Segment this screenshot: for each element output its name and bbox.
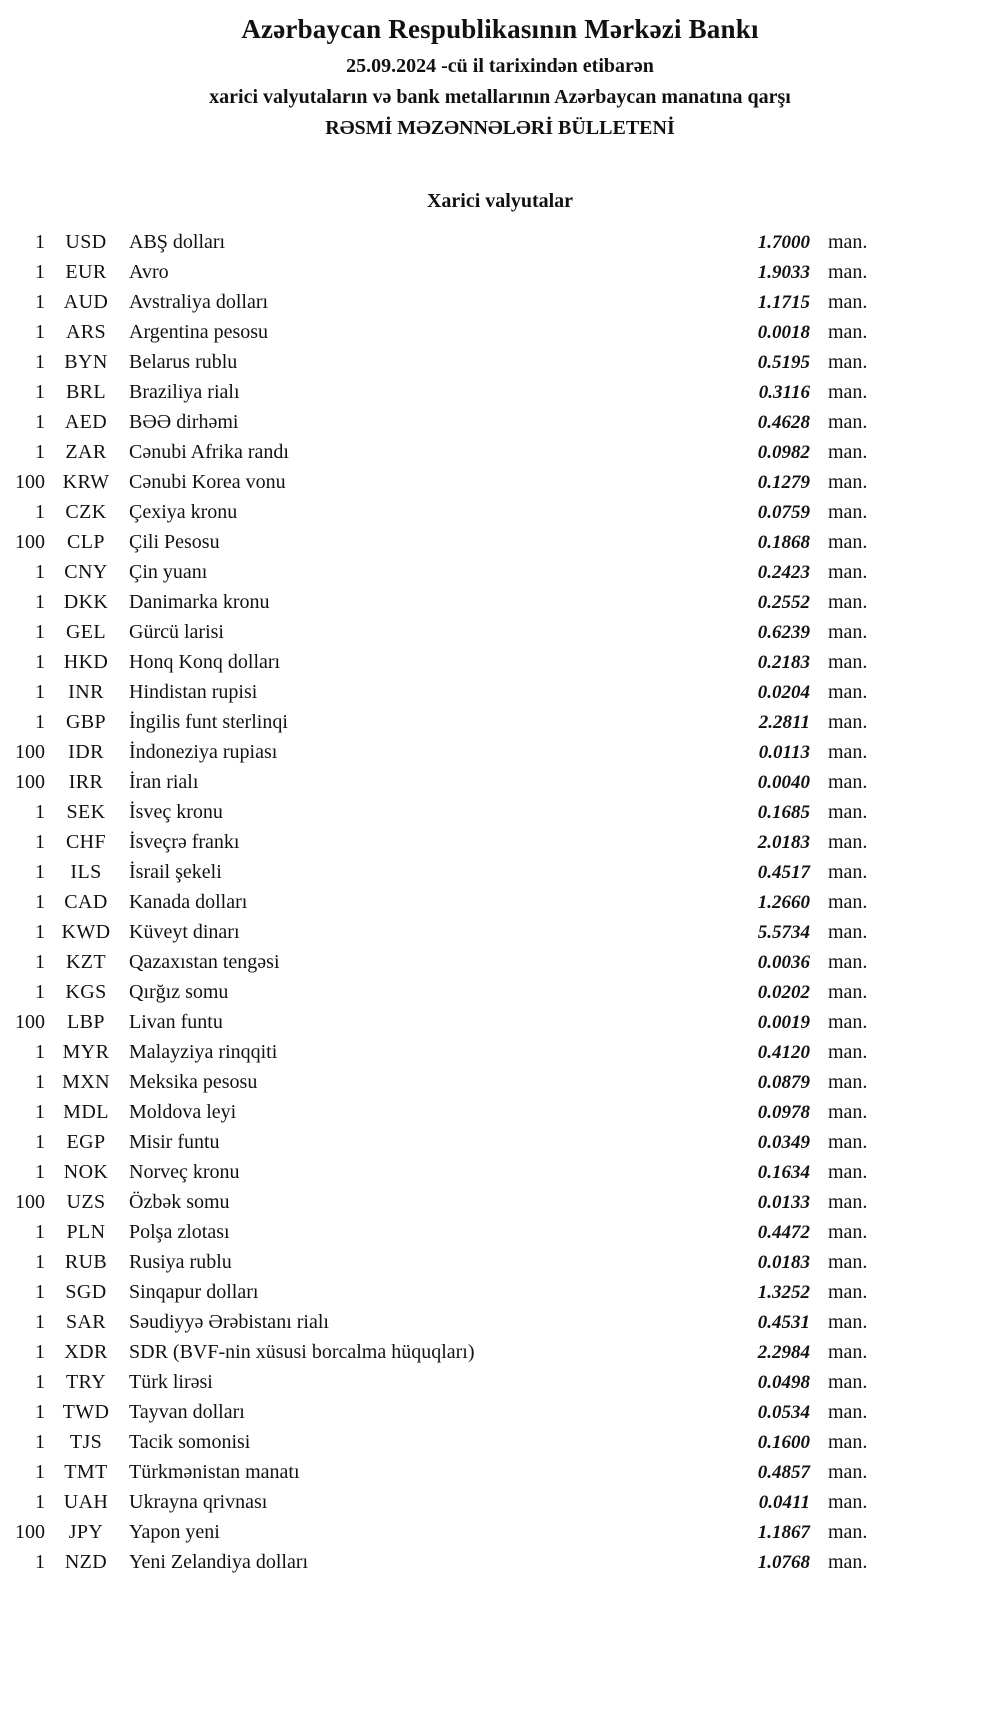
currency-quantity: 1	[35, 1041, 45, 1063]
currency-row	[0, 677, 1000, 707]
currency-quantity: 1	[35, 1131, 45, 1153]
currency-rate: 0.4628	[757, 412, 810, 433]
currency-rate: 0.0040	[757, 772, 810, 793]
currency-code: PLN	[66, 1221, 106, 1243]
currency-row	[0, 917, 1000, 947]
currency-code: NZD	[64, 1551, 108, 1573]
currency-row	[0, 437, 1000, 467]
currency-name: Malayziya rinqqiti	[129, 1041, 278, 1063]
currency-rate: 0.1685	[757, 802, 810, 823]
currency-code: CNY	[64, 561, 108, 583]
currency-rate: 0.0534	[757, 1402, 810, 1423]
currency-name: Yeni Zelandiya dolları	[129, 1551, 309, 1573]
currency-row	[0, 377, 1000, 407]
currency-row	[0, 1337, 1000, 1367]
currency-name: İsveç kronu	[129, 801, 223, 823]
currency-row	[0, 1097, 1000, 1127]
currency-name: Avstraliya dolları	[129, 291, 269, 313]
effective-date-line: 25.09.2024 -cü il tarixindən etibarən	[346, 55, 654, 77]
currency-unit-label: man.	[828, 741, 868, 763]
currency-code: CLP	[67, 531, 105, 553]
currency-code: SEK	[66, 801, 106, 823]
currency-unit-label: man.	[828, 531, 868, 553]
currency-quantity: 1	[35, 591, 45, 613]
currency-quantity: 1	[35, 1101, 45, 1123]
currency-name: Rusiya rublu	[129, 1251, 232, 1273]
currency-unit-label: man.	[828, 1011, 868, 1033]
currency-rate: 2.0183	[757, 832, 810, 853]
currency-unit-label: man.	[828, 1371, 868, 1393]
currency-quantity: 1	[35, 411, 45, 433]
currency-row	[0, 977, 1000, 1007]
currency-code: LBP	[67, 1011, 105, 1033]
currency-unit-label: man.	[828, 261, 868, 283]
currency-unit-label: man.	[828, 1311, 868, 1333]
currency-row	[0, 287, 1000, 317]
currency-row	[0, 857, 1000, 887]
currency-unit-label: man.	[828, 1071, 868, 1093]
currency-name: Tayvan dolları	[129, 1401, 245, 1423]
currency-quantity: 1	[35, 1371, 45, 1393]
currency-name: Çin yuanı	[129, 561, 208, 583]
currency-name: Qazaxıstan tengəsi	[129, 951, 280, 973]
currency-unit-label: man.	[828, 1401, 868, 1423]
currency-name: BƏƏ dirhəmi	[129, 411, 239, 433]
currency-rate: 0.0759	[757, 502, 810, 523]
currency-rate: 0.4531	[757, 1312, 810, 1333]
currency-unit-label: man.	[828, 291, 868, 313]
currency-unit-label: man.	[828, 351, 868, 373]
currency-quantity: 1	[35, 681, 45, 703]
currency-rate: 1.2660	[757, 892, 810, 913]
currency-rate: 0.0113	[758, 742, 810, 763]
currency-rate: 0.6239	[757, 622, 810, 643]
currency-unit-label: man.	[828, 1461, 868, 1483]
currency-name: Avro	[129, 261, 169, 283]
currency-row	[0, 737, 1000, 767]
subject-line: xarici valyutaların və bank metallarının Azərbaycan manatına qarşı	[209, 86, 791, 108]
currency-code: TWD	[62, 1401, 110, 1423]
currency-code: TMT	[64, 1461, 108, 1483]
currency-name: Çexiya kronu	[129, 501, 238, 523]
currency-quantity: 1	[35, 351, 45, 373]
currency-name: Belarus rublu	[129, 351, 238, 373]
currency-row	[0, 1127, 1000, 1157]
currency-quantity: 100	[15, 771, 45, 793]
currency-rate: 0.5195	[757, 352, 810, 373]
currency-rate: 0.0498	[757, 1372, 810, 1393]
currency-quantity: 100	[15, 741, 45, 763]
currency-name: Qırğız somu	[129, 981, 229, 1003]
currency-code: KGS	[65, 981, 107, 1003]
currency-row	[0, 467, 1000, 497]
currency-name: Polşa zlotası	[129, 1221, 230, 1243]
currency-unit-label: man.	[828, 591, 868, 613]
currency-name: Honq Konq dolları	[129, 651, 281, 673]
currency-rate: 0.2423	[757, 562, 810, 583]
currency-code: IRR	[68, 771, 104, 793]
currency-quantity: 1	[35, 921, 45, 943]
currency-quantity: 1	[35, 1461, 45, 1483]
currency-rate: 0.0349	[757, 1132, 810, 1153]
currency-rate: 0.4517	[757, 862, 810, 883]
currency-code: CHF	[65, 831, 107, 853]
currency-code: DKK	[63, 591, 109, 613]
currency-quantity: 1	[35, 1281, 45, 1303]
currency-unit-label: man.	[828, 981, 868, 1003]
currency-row	[0, 227, 1000, 257]
currency-code: MYR	[62, 1041, 110, 1063]
currency-rate: 0.0204	[757, 682, 810, 703]
currency-code: EGP	[66, 1131, 106, 1153]
currency-row	[0, 827, 1000, 857]
currency-code: KRW	[62, 471, 110, 493]
bank-title: Azərbaycan Respublikasının Mərkəzi Bankı	[241, 14, 759, 44]
currency-name: Misir funtu	[129, 1131, 220, 1153]
currency-name: Kanada dolları	[129, 891, 248, 913]
currency-unit-label: man.	[828, 831, 868, 853]
currency-quantity: 100	[15, 1011, 45, 1033]
currency-name: Argentina pesosu	[129, 321, 269, 343]
currency-rate: 1.7000	[757, 232, 810, 253]
currency-unit-label: man.	[828, 651, 868, 673]
currency-code: RUB	[64, 1251, 108, 1273]
currency-code: ARS	[65, 321, 107, 343]
currency-unit-label: man.	[828, 1161, 868, 1183]
currency-unit-label: man.	[828, 951, 868, 973]
bulletin-title: RƏSMİ MƏZƏNNƏLƏRİ BÜLLETENİ	[325, 117, 675, 139]
currency-quantity: 1	[35, 861, 45, 883]
currency-quantity: 1	[35, 951, 45, 973]
currency-unit-label: man.	[828, 1221, 868, 1243]
currency-unit-label: man.	[828, 1551, 868, 1573]
currency-unit-label: man.	[828, 321, 868, 343]
currency-unit-label: man.	[828, 771, 868, 793]
currency-code: USD	[65, 231, 107, 253]
currency-row	[0, 1217, 1000, 1247]
currency-name: Meksika pesosu	[129, 1071, 258, 1093]
currency-name: İndoneziya rupiası	[129, 741, 278, 763]
currency-unit-label: man.	[828, 711, 868, 733]
currency-name: İsveçrə frankı	[129, 831, 240, 853]
currency-unit-label: man.	[828, 801, 868, 823]
currency-name: Norveç kronu	[129, 1161, 240, 1183]
currency-name: Braziliya rialı	[129, 381, 240, 403]
currency-code: SGD	[65, 1281, 107, 1303]
currency-rate: 0.4472	[757, 1222, 810, 1243]
currency-code: MXN	[62, 1071, 110, 1093]
currency-rate: 0.0019	[757, 1012, 810, 1033]
currency-unit-label: man.	[828, 1341, 868, 1363]
currency-rate: 5.5734	[757, 922, 810, 943]
currency-code: HKD	[63, 651, 109, 673]
currency-quantity: 1	[35, 1221, 45, 1243]
currency-unit-label: man.	[828, 441, 868, 463]
currency-name: Sinqapur dolları	[129, 1281, 259, 1303]
currency-row	[0, 1517, 1000, 1547]
currency-quantity: 1	[35, 1251, 45, 1273]
currency-name: Tacik somonisi	[129, 1431, 251, 1453]
currency-code: CAD	[64, 891, 108, 913]
currency-unit-label: man.	[828, 471, 868, 493]
currency-rate: 0.0879	[757, 1072, 810, 1093]
currency-rate: 1.3252	[757, 1282, 810, 1303]
currency-code: MDL	[63, 1101, 109, 1123]
currency-unit-label: man.	[828, 1131, 868, 1153]
currency-quantity: 1	[35, 291, 45, 313]
currency-rate: 0.2552	[757, 592, 810, 613]
currency-unit-label: man.	[828, 681, 868, 703]
currency-quantity: 1	[35, 651, 45, 673]
currency-name: İngilis funt sterlinqi	[129, 711, 288, 733]
currency-quantity: 1	[35, 831, 45, 853]
currency-quantity: 1	[35, 261, 45, 283]
currency-unit-label: man.	[828, 231, 868, 253]
currency-rate: 0.3116	[758, 382, 810, 403]
currency-unit-label: man.	[828, 1431, 868, 1453]
currency-quantity: 100	[15, 471, 45, 493]
currency-rate: 0.1600	[757, 1432, 810, 1453]
currency-quantity: 1	[35, 441, 45, 463]
currency-quantity: 1	[35, 1341, 45, 1363]
currency-quantity: 1	[35, 1071, 45, 1093]
currency-unit-label: man.	[828, 381, 868, 403]
currency-quantity: 1	[35, 231, 45, 253]
currency-quantity: 100	[15, 1191, 45, 1213]
currency-code: BYN	[64, 351, 108, 373]
currency-rate: 1.1715	[757, 292, 810, 313]
currency-row	[0, 947, 1000, 977]
currency-code: GBP	[65, 711, 107, 733]
currency-name: Moldova leyi	[129, 1101, 237, 1123]
currency-rate: 2.2811	[758, 712, 810, 733]
currency-quantity: 1	[35, 321, 45, 343]
currency-quantity: 1	[35, 381, 45, 403]
currency-quantity: 1	[35, 561, 45, 583]
currency-unit-label: man.	[828, 891, 868, 913]
currency-name: Danimarka kronu	[129, 591, 270, 613]
currency-row	[0, 767, 1000, 797]
currency-code: XDR	[64, 1341, 108, 1363]
currency-unit-label: man.	[828, 621, 868, 643]
currency-row	[0, 797, 1000, 827]
currency-row	[0, 1427, 1000, 1457]
currency-quantity: 1	[35, 1491, 45, 1513]
currency-name: Cənubi Afrika randı	[129, 441, 289, 463]
currency-rate: 0.4120	[757, 1042, 810, 1063]
currency-row	[0, 1187, 1000, 1217]
currency-rate: 0.1634	[757, 1162, 810, 1183]
currency-name: Gürcü larisi	[129, 621, 224, 643]
currency-name: Hindistan rupisi	[129, 681, 258, 703]
currency-row	[0, 497, 1000, 527]
currency-name: Küveyt dinarı	[129, 921, 240, 943]
currency-rate: 0.0018	[757, 322, 810, 343]
currency-code: EUR	[65, 261, 107, 283]
currency-row	[0, 1397, 1000, 1427]
currency-row	[0, 317, 1000, 347]
currency-code: INR	[68, 681, 104, 703]
currency-quantity: 1	[35, 801, 45, 823]
currency-unit-label: man.	[828, 501, 868, 523]
currency-row	[0, 587, 1000, 617]
currency-unit-label: man.	[828, 1491, 868, 1513]
currency-row	[0, 1487, 1000, 1517]
currency-code: SAR	[65, 1311, 107, 1333]
currency-row	[0, 1067, 1000, 1097]
currency-rate: 0.1279	[757, 472, 810, 493]
currency-name: Çili Pesosu	[129, 531, 220, 553]
currency-rate: 0.0183	[757, 1252, 810, 1273]
currency-row	[0, 347, 1000, 377]
currency-unit-label: man.	[828, 1041, 868, 1063]
currency-unit-label: man.	[828, 1521, 868, 1543]
currency-quantity: 1	[35, 501, 45, 523]
currency-rate: 0.0036	[757, 952, 810, 973]
currency-name: Səudiyyə Ərəbistanı rialı	[129, 1311, 329, 1333]
currency-row	[0, 557, 1000, 587]
currency-code: BRL	[65, 381, 107, 403]
currency-quantity: 1	[35, 1311, 45, 1333]
currency-rate: 0.0133	[757, 1192, 810, 1213]
currency-rate: 0.2183	[757, 652, 810, 673]
currency-code: GEL	[65, 621, 107, 643]
currency-name: Türk lirəsi	[129, 1371, 213, 1393]
currency-name: Türkmənistan manatı	[129, 1461, 300, 1483]
currency-name: ABŞ dolları	[129, 231, 226, 253]
currency-row	[0, 617, 1000, 647]
section-title-foreign-currencies: Xarici valyutalar	[426, 190, 574, 212]
currency-rate: 0.0982	[757, 442, 810, 463]
currency-rate: 0.1868	[757, 532, 810, 553]
currency-row	[0, 1037, 1000, 1067]
currency-quantity: 1	[35, 1431, 45, 1453]
bulletin-header	[0, 51, 1000, 144]
currency-code: NOK	[63, 1161, 109, 1183]
currency-code: UZS	[66, 1191, 106, 1213]
currency-row	[0, 527, 1000, 557]
currency-row	[0, 887, 1000, 917]
currency-row	[0, 1247, 1000, 1277]
currency-unit-label: man.	[828, 411, 868, 433]
currency-row	[0, 257, 1000, 287]
currency-name: Livan funtu	[129, 1011, 223, 1033]
currency-unit-label: man.	[828, 1251, 868, 1273]
currency-row	[0, 1007, 1000, 1037]
currency-rate: 1.9033	[757, 262, 810, 283]
currency-name: Cənubi Korea vonu	[129, 471, 286, 493]
currency-unit-label: man.	[828, 861, 868, 883]
currency-unit-label: man.	[828, 1281, 868, 1303]
currency-unit-label: man.	[828, 921, 868, 943]
currency-quantity: 1	[35, 891, 45, 913]
currency-rate: 0.0978	[757, 1102, 810, 1123]
currency-code: KZT	[65, 951, 107, 973]
currency-quantity: 1	[35, 981, 45, 1003]
currency-rate: 0.4857	[757, 1462, 810, 1483]
currency-name: İran rialı	[129, 771, 199, 793]
currency-code: KWD	[61, 921, 111, 943]
currency-row	[0, 647, 1000, 677]
currency-quantity: 100	[15, 1521, 45, 1543]
currency-row	[0, 1547, 1000, 1577]
currency-code: TRY	[65, 1371, 107, 1393]
currency-name: Ukrayna qrivnası	[129, 1491, 268, 1513]
currency-name: Yapon yeni	[129, 1521, 220, 1543]
currency-code: CZK	[65, 501, 107, 523]
currency-quantity: 1	[35, 1401, 45, 1423]
currency-name: Özbək somu	[129, 1191, 230, 1213]
currency-quantity: 1	[35, 1551, 45, 1573]
currency-name: SDR (BVF-nin xüsusi borcalma hüquqları)	[129, 1341, 475, 1363]
currency-unit-label: man.	[828, 1101, 868, 1123]
currency-quantity: 1	[35, 1161, 45, 1183]
currency-code: IDR	[68, 741, 104, 763]
currency-rate: 0.0202	[757, 982, 810, 1003]
currency-rate: 1.0768	[757, 1552, 810, 1573]
currency-row	[0, 707, 1000, 737]
currency-code: UAH	[63, 1491, 109, 1513]
currency-code: TJS	[69, 1431, 103, 1453]
currency-row	[0, 407, 1000, 437]
currency-rate: 2.2984	[757, 1342, 810, 1363]
currency-rate-table	[0, 227, 1000, 1577]
currency-code: AED	[64, 411, 108, 433]
currency-name: İsrail şekeli	[129, 861, 222, 883]
currency-quantity: 100	[15, 531, 45, 553]
currency-row	[0, 1367, 1000, 1397]
currency-rate: 0.0411	[758, 1492, 810, 1513]
currency-row	[0, 1457, 1000, 1487]
currency-row	[0, 1307, 1000, 1337]
currency-row	[0, 1277, 1000, 1307]
currency-rate: 1.1867	[757, 1522, 810, 1543]
currency-quantity: 1	[35, 621, 45, 643]
currency-unit-label: man.	[828, 561, 868, 583]
currency-row	[0, 1157, 1000, 1187]
currency-unit-label: man.	[828, 1191, 868, 1213]
currency-code: ILS	[70, 861, 102, 883]
currency-code: ZAR	[65, 441, 107, 463]
currency-code: AUD	[63, 291, 109, 313]
currency-quantity: 1	[35, 711, 45, 733]
currency-code: JPY	[68, 1521, 104, 1543]
